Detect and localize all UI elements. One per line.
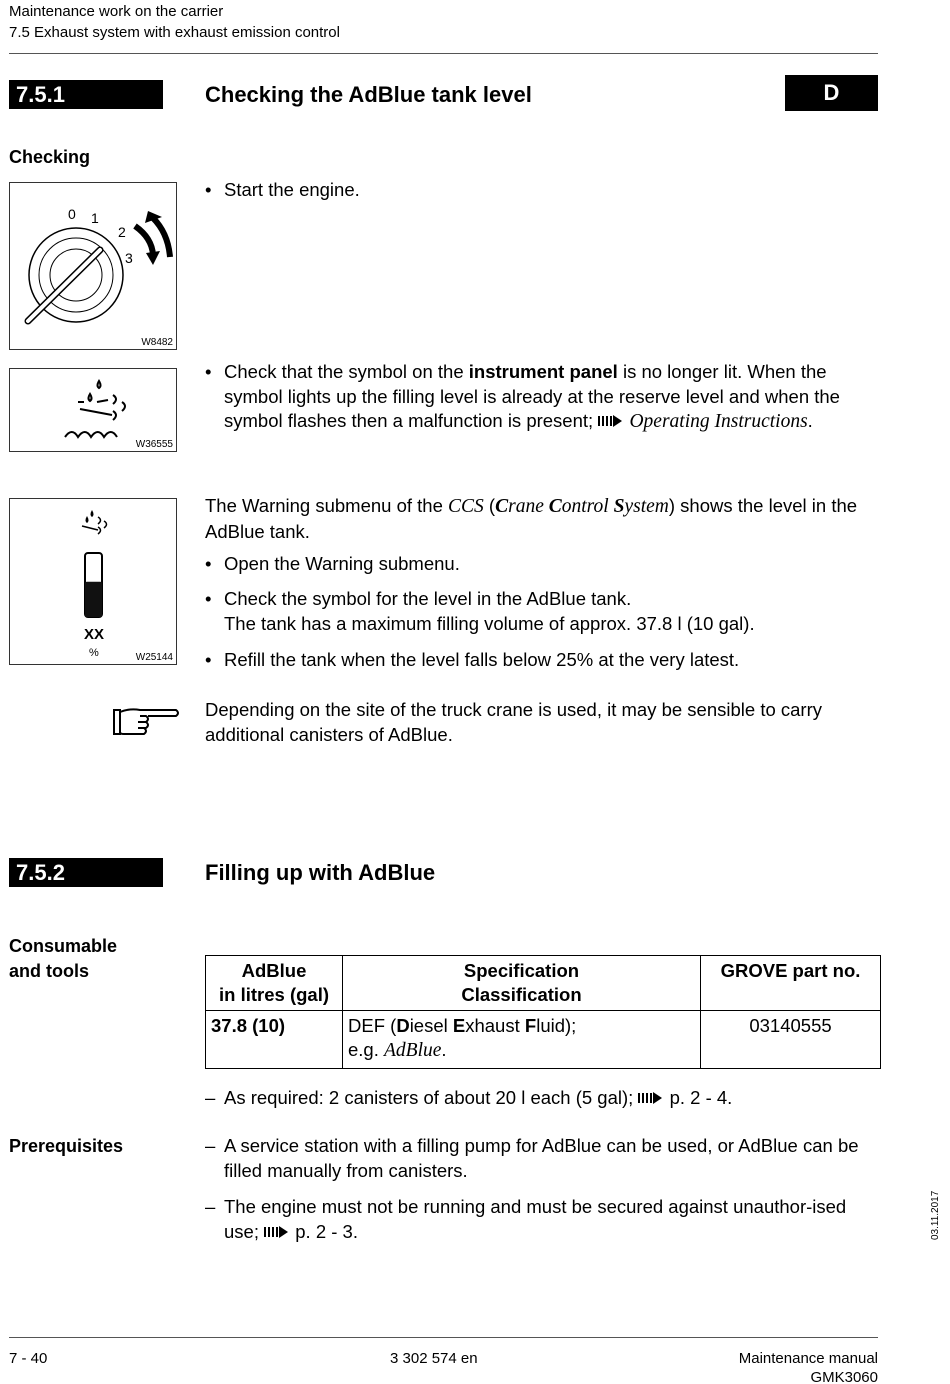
prerequisite-item — [205, 1195, 885, 1244]
t: E — [452, 1015, 466, 1036]
category-badge: D — [785, 75, 878, 111]
step-check-symbol: • Check that the symbol on the instrument panel is no longer lit. When the symbol lights up the filling level is already at the reserve level and when the symbol flashes then a malfunction is present; Operating Instructions. — [205, 360, 885, 435]
reference-arrow-icon — [638, 1091, 664, 1105]
text: ) shows the level in the AdBlue tank. — [205, 495, 858, 542]
consumables-label — [9, 934, 117, 984]
t: C — [495, 496, 509, 517]
step-check-level — [205, 587, 885, 636]
operating-instructions-link[interactable]: Operating Instructions — [629, 411, 808, 432]
page-reference-link[interactable]: p. 2 - 3. — [295, 1220, 358, 1242]
t: DEF ( — [348, 1015, 397, 1036]
t: luid); — [536, 1015, 577, 1036]
figure-id: W8482 — [141, 337, 173, 348]
t: rane — [508, 496, 549, 517]
as-required-note — [205, 1086, 885, 1111]
page-number: 7 - 40 — [9, 1350, 48, 1367]
th: AdBlue — [241, 960, 307, 981]
t: ystem — [624, 496, 669, 517]
adblue-warning-figure — [9, 368, 177, 452]
ccs-level-figure — [9, 498, 177, 665]
section-title: Filling up with AdBlue — [205, 860, 436, 885]
manual-title: Maintenance manual — [738, 1350, 878, 1367]
section-number: 7.5.1 — [9, 80, 163, 109]
figure-id: W25144 — [135, 652, 173, 663]
step-open-submenu: • Open the Warning submenu. — [205, 552, 885, 577]
table-header-row — [206, 956, 881, 1011]
spec-cell: DEF (Diesel Exhaust Fluid); e.g. AdBlue. — [343, 1011, 701, 1069]
quantity-cell: 37.8 (10) — [211, 1015, 286, 1036]
t: AdBlue — [384, 1040, 442, 1061]
th: in litres (gal) — [219, 984, 329, 1005]
level-fill — [85, 582, 102, 617]
section-number: 7.5.2 — [9, 858, 163, 887]
reference-arrow-icon — [598, 414, 624, 428]
t: iesel — [409, 1015, 453, 1036]
figure-id: W36555 — [135, 439, 173, 450]
t: C — [548, 496, 562, 517]
t: Consumable — [9, 936, 118, 956]
level-unit: % — [89, 647, 99, 659]
th: Specification — [463, 960, 580, 981]
header-chapter: Maintenance work on the carrier — [9, 3, 224, 20]
text: The tank has a maximum filling volume of approx. 37.8 l (10 gal). — [224, 612, 755, 634]
text: ( — [483, 495, 496, 516]
section-title: Checking the AdBlue tank level — [205, 82, 532, 107]
svg-text:0: 0 — [68, 206, 76, 222]
t: D — [396, 1015, 410, 1036]
svg-text:1: 1 — [91, 210, 99, 226]
svg-text:3: 3 — [125, 250, 133, 266]
level-value: XX — [84, 626, 105, 643]
t: e.g. — [348, 1039, 384, 1060]
checking-label: Checking — [9, 147, 91, 167]
ignition-switch-figure — [9, 182, 177, 350]
revision-date: 03.11.2017 — [930, 1190, 941, 1240]
step-refill: • Refill the tank when the level falls below 25% at the very latest. — [205, 648, 885, 673]
text: Check that the symbol on the — [224, 361, 469, 382]
ccs-intro — [205, 494, 885, 544]
note-text: Depending on the site of the truck crane is used, it may be sensible to carry additional canisters of AdBlue. — [205, 699, 822, 745]
t: The engine must not be running and must be secured against unauthor-ised use; — [224, 1196, 847, 1242]
pointing-hand-note-icon — [110, 704, 180, 740]
footer-rule — [9, 1337, 878, 1338]
reference-arrow-icon — [264, 1225, 290, 1239]
ignition-switch-icon — [10, 183, 176, 349]
t: S — [613, 496, 625, 517]
header-rule — [9, 53, 878, 54]
prerequisite-item: – A service station with a filling pump for AdBlue can be used, or AdBlue can be filled manually from canisters. — [205, 1134, 885, 1183]
emphasis: instrument panel — [468, 361, 618, 382]
th: GROVE part no. — [720, 960, 861, 981]
header-section: 7.5 Exhaust system with exhaust emission control — [9, 24, 340, 41]
text: is no longer lit. When the symbol lights up the filling level is already at the reserve level and when the symbol flashes then a malfunction is present; — [224, 361, 840, 431]
text: The Warning submenu of the — [205, 495, 449, 516]
ccs-abbr: CCS — [448, 496, 484, 517]
prerequisites-label: Prerequisites — [9, 1136, 124, 1156]
t: ontrol — [561, 496, 614, 517]
document-number: 3 302 574 en — [390, 1350, 478, 1367]
table-row — [206, 1011, 881, 1069]
t: As required: 2 canisters of about 20 l each (5 gal); — [224, 1087, 639, 1108]
consumables-table — [205, 955, 881, 1069]
page-reference-link[interactable]: p. 2 - 4. — [669, 1087, 733, 1108]
text: Check the symbol for the level in the AdBlue tank. — [224, 588, 632, 609]
t: F — [524, 1015, 537, 1036]
t: xhaust — [465, 1015, 525, 1036]
t: and tools — [9, 961, 89, 981]
part-number-cell: 03140555 — [701, 1011, 881, 1069]
th: Classification — [461, 984, 582, 1005]
model-name: GMK3060 — [810, 1369, 878, 1384]
svg-text:2: 2 — [118, 224, 126, 240]
step-start-engine: • Start the engine. — [205, 178, 885, 203]
